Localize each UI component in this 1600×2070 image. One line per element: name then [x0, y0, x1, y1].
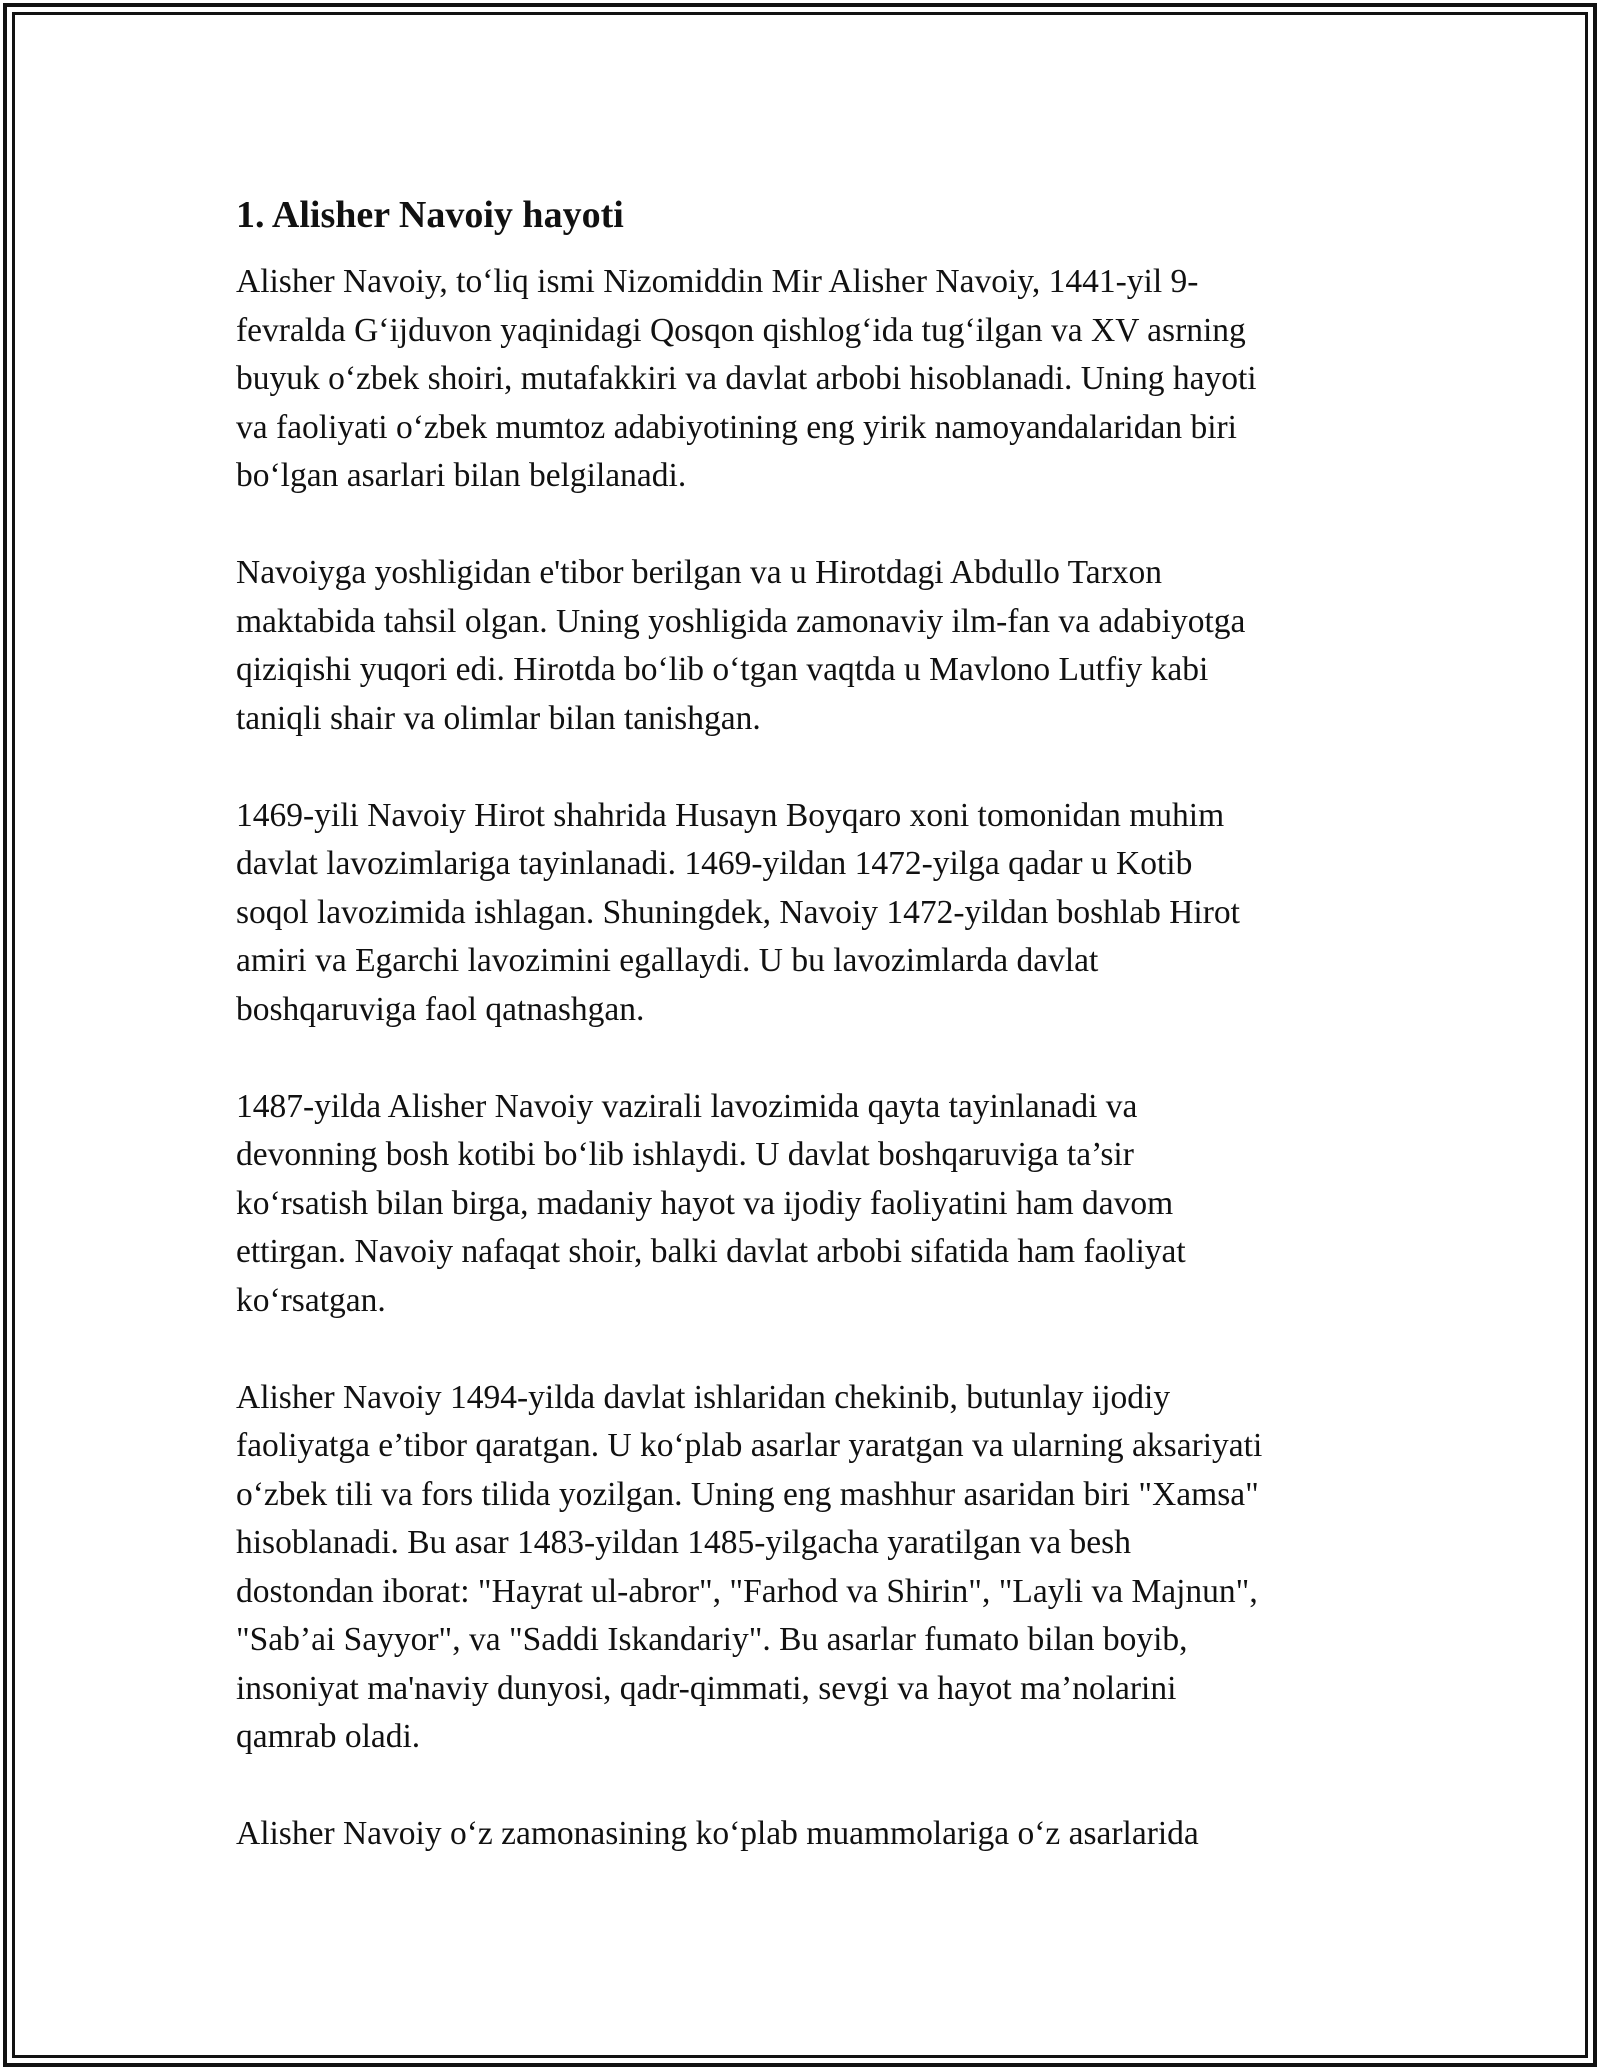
text-line: maktabida tahsil olgan. Uning yoshligida zamonaviy ilm-fan va adabiyotga — [236, 602, 1246, 640]
text-line: amiri va Egarchi lavozimini egallaydi. U bu lavozimlarda davlat — [236, 942, 1099, 979]
text-line: insoniyat ma'naviy dunyosi, qadr-qimmati, sevgi va hayot ma’nolarini — [236, 1669, 1177, 1707]
text-line: Alisher Navoiy 1494-yilda davlat ishlaridan chekinib, butunlay ijodiy — [236, 1378, 1171, 1416]
text-line: 1487-yilda Alisher Navoiy vazirali lavozimida qayta tayinlanadi va — [236, 1087, 1138, 1125]
text-line: Alisher Navoiy, to‘liq ismi Nizomiddin Mir Alisher Navoiy, 1441-yil 9- — [236, 263, 1199, 300]
document-body — [236, 190, 1366, 1907]
text-line: taniqli shair va olimlar bilan tanishgan. — [236, 699, 761, 737]
text-line: ko‘rsatgan. — [236, 1281, 386, 1319]
text-line: dostondan iborat: "Hayrat ul-abror", "Farhod va Shirin", "Layli va Majnun", — [236, 1572, 1258, 1610]
paragraph-5 — [236, 1374, 1366, 1762]
text-line: "Sab’ai Sayyor", va "Saddi Iskandariy". Bu asarlar fumato bilan boyib, — [236, 1621, 1188, 1658]
paragraph-3 — [236, 792, 1366, 1035]
text-line: buyuk o‘zbek shoiri, mutafakkiri va davlat arbobi hisoblanadi. Uning hayoti — [236, 360, 1257, 397]
section-heading: 1. Alisher Navoiy hayoti — [236, 194, 624, 236]
text-line: o‘zbek tili va fors tilida yozilgan. Uning eng mashhur asaridan biri "Xamsa" — [236, 1475, 1259, 1513]
text-line: ko‘rsatish bilan birga, madaniy hayot va ijodiy faoliyatini ham davom — [236, 1184, 1174, 1222]
text-line: Navoiyga yoshligidan e'tibor berilgan va u Hirotdagi Abdullo Tarxon — [236, 554, 1163, 591]
text-line: qamrab oladi. — [236, 1718, 421, 1755]
text-line: bo‘lgan asarlari bilan belgilanadi. — [236, 457, 687, 494]
text-line: soqol lavozimida ishlagan. Shuningdek, Navoiy 1472-yildan boshlab Hirot — [236, 893, 1240, 931]
text-line: ettirgan. Navoiy nafaqat shoir, balki davlat arbobi sifatida ham faoliyat — [236, 1233, 1186, 1270]
text-line: hisoblanadi. Bu asar 1483-yildan 1485-yilgacha yaratilgan va besh — [236, 1524, 1131, 1561]
text-line: boshqaruviga faol qatnashgan. — [236, 990, 645, 1028]
text-line: devonning bosh kotibi bo‘lib ishlaydi. U davlat boshqaruviga ta’sir — [236, 1136, 1134, 1173]
paragraph-2 — [236, 549, 1366, 743]
text-line: davlat lavozimlariga tayinlanadi. 1469-yildan 1472-yilga qadar u Kotib — [236, 845, 1193, 882]
text-line: faoliyatga e’tibor qaratgan. U ko‘plab asarlar yaratgan va ularning aksariyati — [236, 1427, 1263, 1464]
text-line: Alisher Navoiy o‘z zamonasining ko‘plab muammolariga o‘z asarlarida — [236, 1815, 1199, 1852]
text-line: 1469-yili Navoiy Hirot shahrida Husayn Boyqaro xoni tomonidan muhim — [236, 796, 1225, 834]
text-line: fevralda G‘ijduvon yaqinidagi Qosqon qishlog‘ida tug‘ilgan va XV asrning — [236, 311, 1246, 349]
paragraph-4 — [236, 1083, 1366, 1326]
paragraph-6 — [236, 1810, 1366, 1859]
text-line: va faoliyati o‘zbek mumtoz adabiyotining eng yirik namoyandalaridan biri — [236, 408, 1237, 446]
text-line: qiziqishi yuqori edi. Hirotda bo‘lib o‘tgan vaqtda u Mavlono Lutfiy kabi — [236, 651, 1209, 688]
paragraph-1 — [236, 258, 1366, 501]
